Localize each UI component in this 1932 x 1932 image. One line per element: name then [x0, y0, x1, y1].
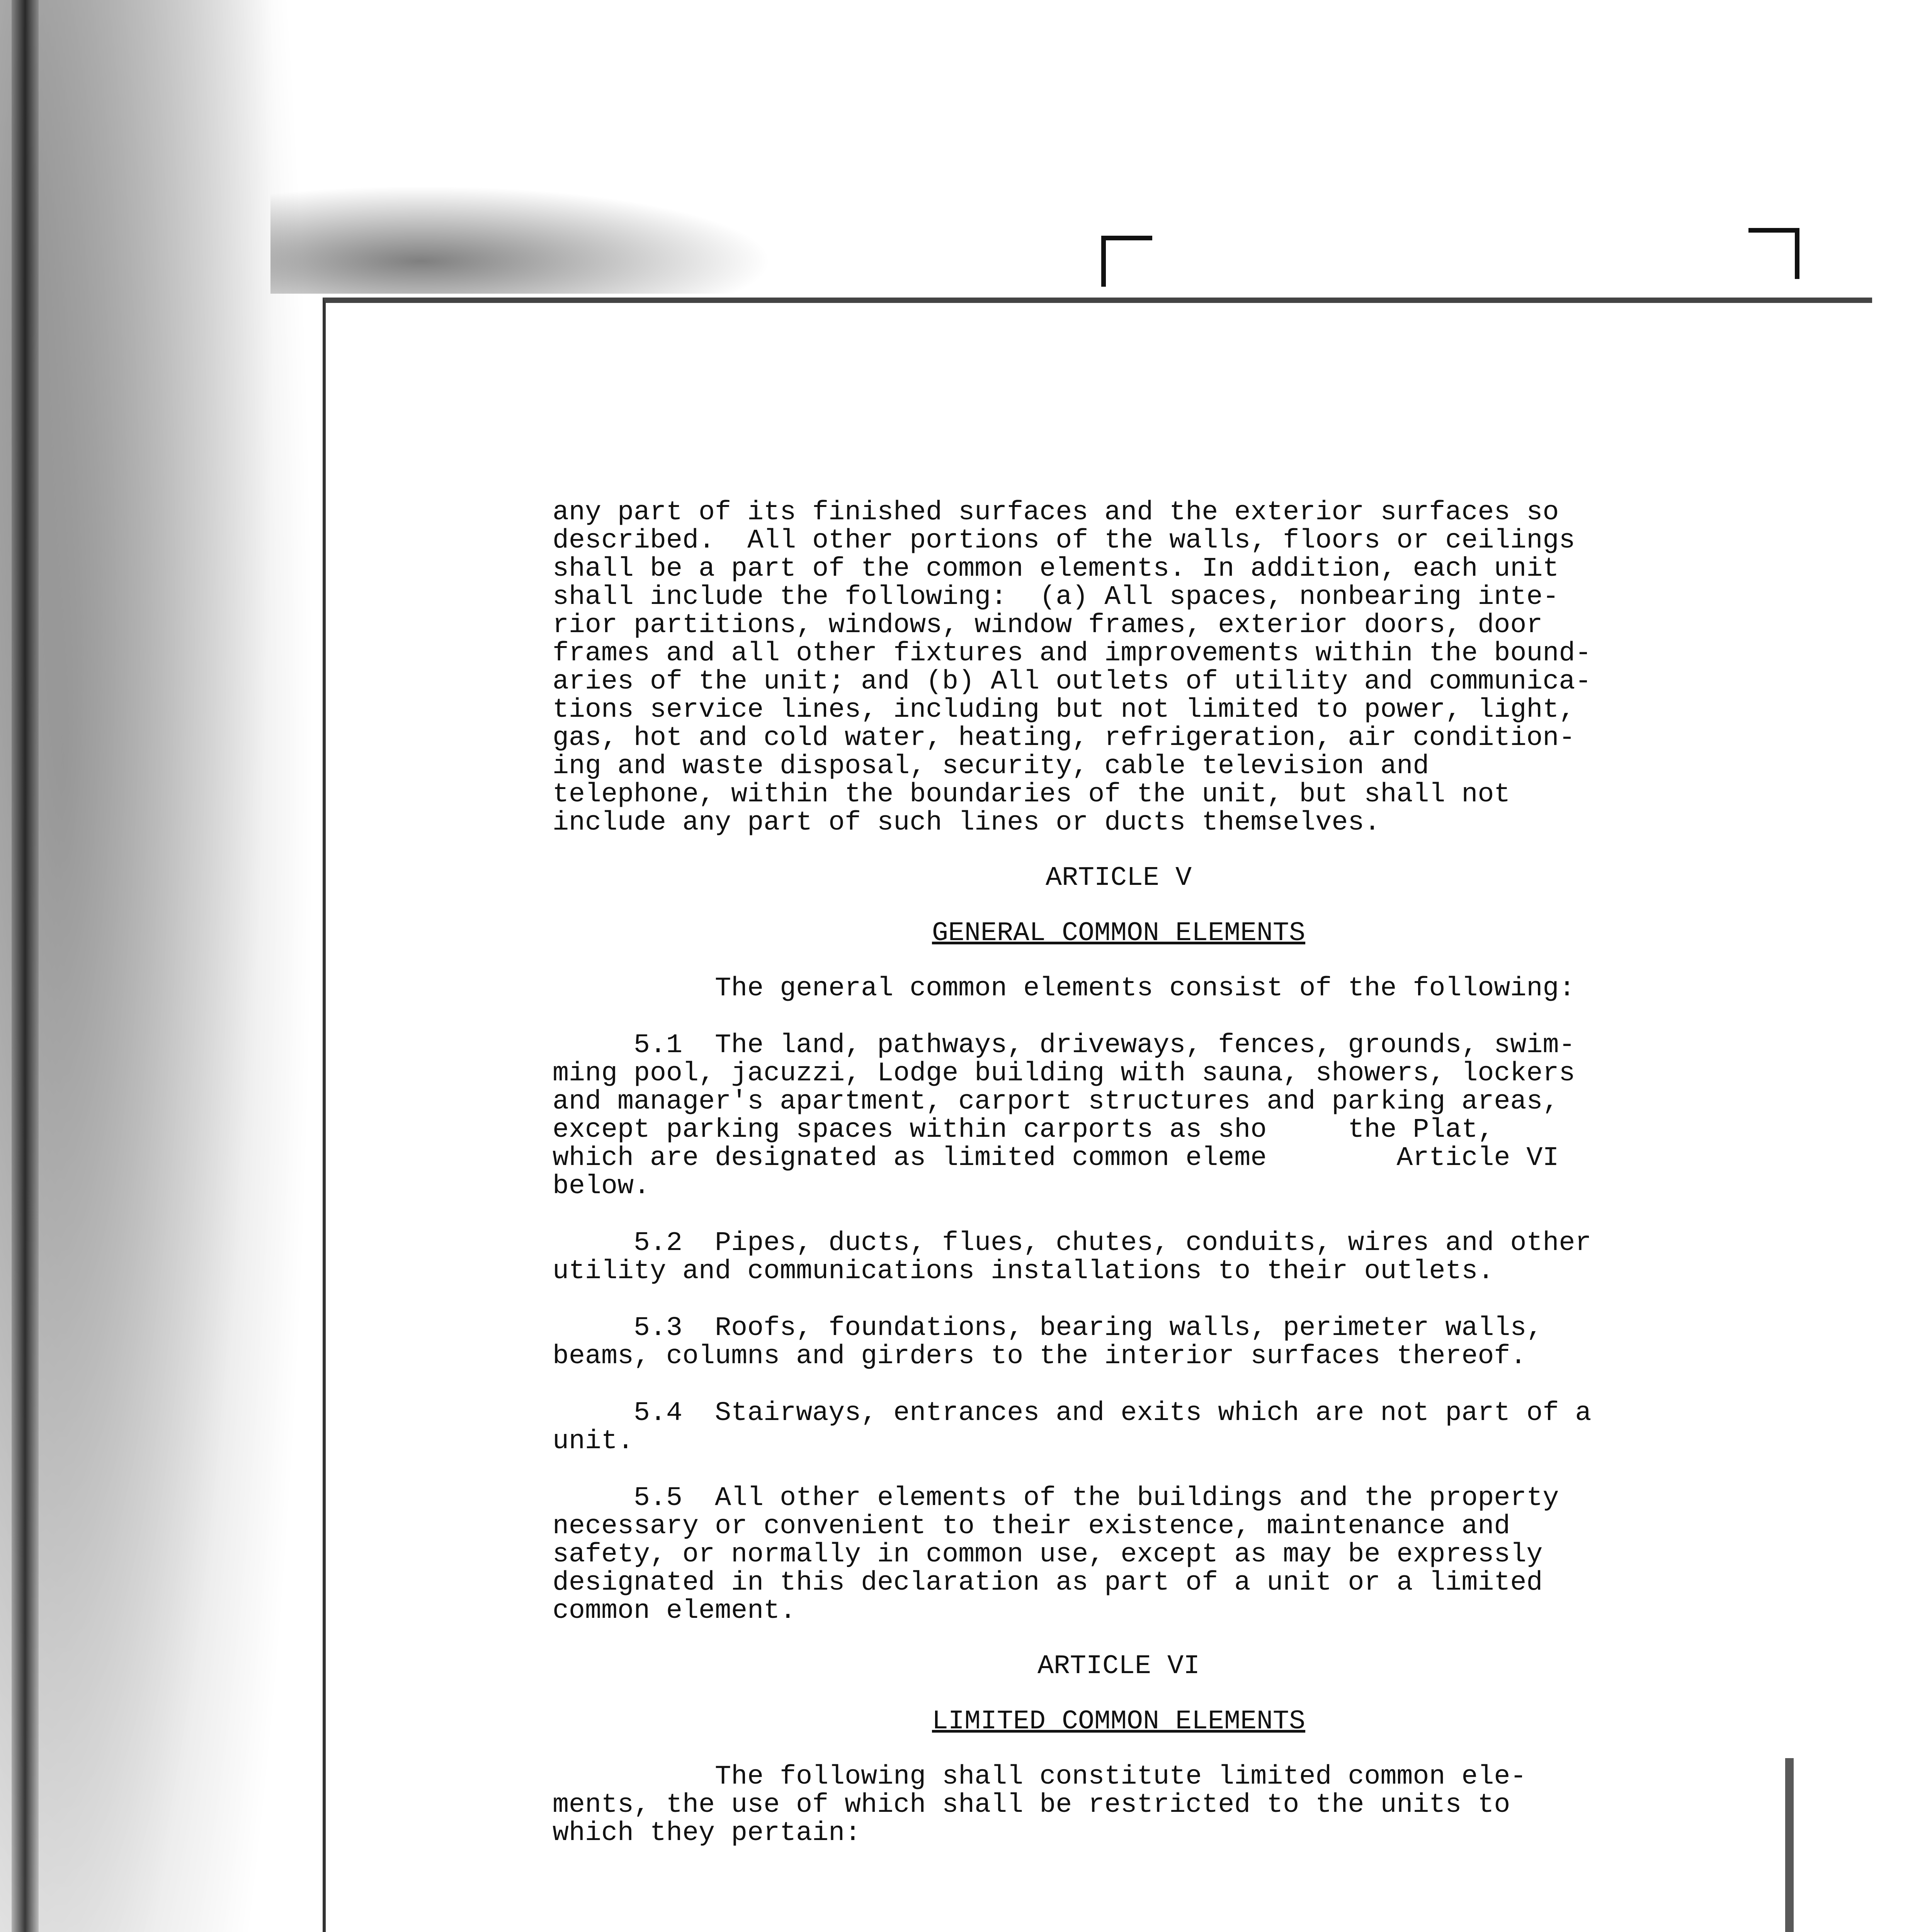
crop-mark-top-left	[1101, 236, 1152, 287]
text-line: below.	[553, 1171, 650, 1202]
text-line: which are designated as limited common eleme Article VI	[553, 1143, 1559, 1173]
text-line: safety, or normally in common use, except as may be expressly	[553, 1539, 1543, 1570]
text-line: 5.5 All other elements of the buildings and the property	[553, 1483, 1559, 1514]
text-line: shall include the following: (a) All spaces, nonbearing inte-	[553, 582, 1559, 612]
crop-mark-top-right	[1748, 228, 1799, 279]
article-5-intro: The general common elements consist of the following:	[553, 973, 1575, 1004]
continuation-paragraph	[553, 498, 1685, 837]
text-line: which they pertain:	[553, 1818, 861, 1849]
text-line: 5.3 Roofs, foundations, bearing walls, perimeter walls,	[553, 1313, 1543, 1344]
text-line: ments, the use of which shall be restricted to the units to	[553, 1790, 1510, 1820]
text-line: 5.1 The land, pathways, driveways, fences, grounds, swim-	[553, 1030, 1575, 1061]
text-line: except parking spaces within carports as sho the Plat,	[553, 1115, 1494, 1145]
scan-shadow-left	[0, 0, 317, 1932]
text-line: 5.2 Pipes, ducts, flues, chutes, conduits, wires and other	[553, 1228, 1592, 1259]
text-line: tions service lines, including but not limited to power, light,	[553, 695, 1575, 725]
article-5-number: ARTICLE V	[1045, 863, 1192, 893]
text-line: frames and all other fixtures and improvements within the bound-	[553, 638, 1592, 669]
text-line: telephone, within the boundaries of the unit, but shall not	[553, 779, 1510, 810]
text-line: ming pool, jacuzzi, Lodge building with sauna, showers, lockers	[553, 1058, 1575, 1089]
article-5-item-5-1	[553, 1031, 1685, 1201]
text-line: any part of its finished surfaces and the exterior surfaces so	[553, 497, 1559, 528]
text-line: described. All other portions of the walls, floors or ceilings	[553, 526, 1575, 556]
text-line: gas, hot and cold water, heating, refrigeration, air condition-	[553, 723, 1575, 753]
article-5-item-5-5	[553, 1484, 1685, 1625]
document-body	[553, 498, 1685, 1847]
scan-edge-left	[12, 0, 39, 1932]
text-line: unit.	[553, 1426, 634, 1457]
text-line: aries of the unit; and (b) All outlets of utility and communica-	[553, 667, 1592, 697]
article-6-intro	[553, 1763, 1685, 1847]
text-line: 5.4 Stairways, entrances and exits which are not part of a	[553, 1398, 1592, 1429]
text-line: include any part of such lines or ducts themselves.	[553, 808, 1381, 838]
article-5-item-5-4	[553, 1399, 1685, 1456]
scan-shadow-top	[270, 185, 773, 294]
article-5-item-5-3	[553, 1314, 1685, 1371]
text-line: ing and waste disposal, security, cable television and	[553, 751, 1429, 782]
text-line: beams, columns and girders to the interior surfaces thereof.	[553, 1341, 1527, 1372]
text-line: utility and communications installations to their outlets.	[553, 1256, 1494, 1287]
text-line: necessary or convenient to their existence, maintenance and	[553, 1511, 1510, 1542]
text-line: designated in this declaration as part of a unit or a limited	[553, 1568, 1543, 1598]
article-6-number: ARTICLE VI	[1037, 1651, 1200, 1682]
text-line: rior partitions, windows, window frames, exterior doors, door	[553, 610, 1543, 641]
article-6-title: LIMITED COMMON ELEMENTS	[932, 1706, 1306, 1737]
text-line: common element.	[553, 1596, 796, 1626]
article-5-title: GENERAL COMMON ELEMENTS	[932, 918, 1306, 949]
text-line: shall be a part of the common elements. In addition, each unit	[553, 554, 1559, 584]
text-line: The following shall constitute limited common ele-	[553, 1762, 1527, 1792]
article-5-item-5-2	[553, 1229, 1685, 1286]
text-line: and manager's apartment, carport structures and parking areas,	[553, 1087, 1559, 1117]
